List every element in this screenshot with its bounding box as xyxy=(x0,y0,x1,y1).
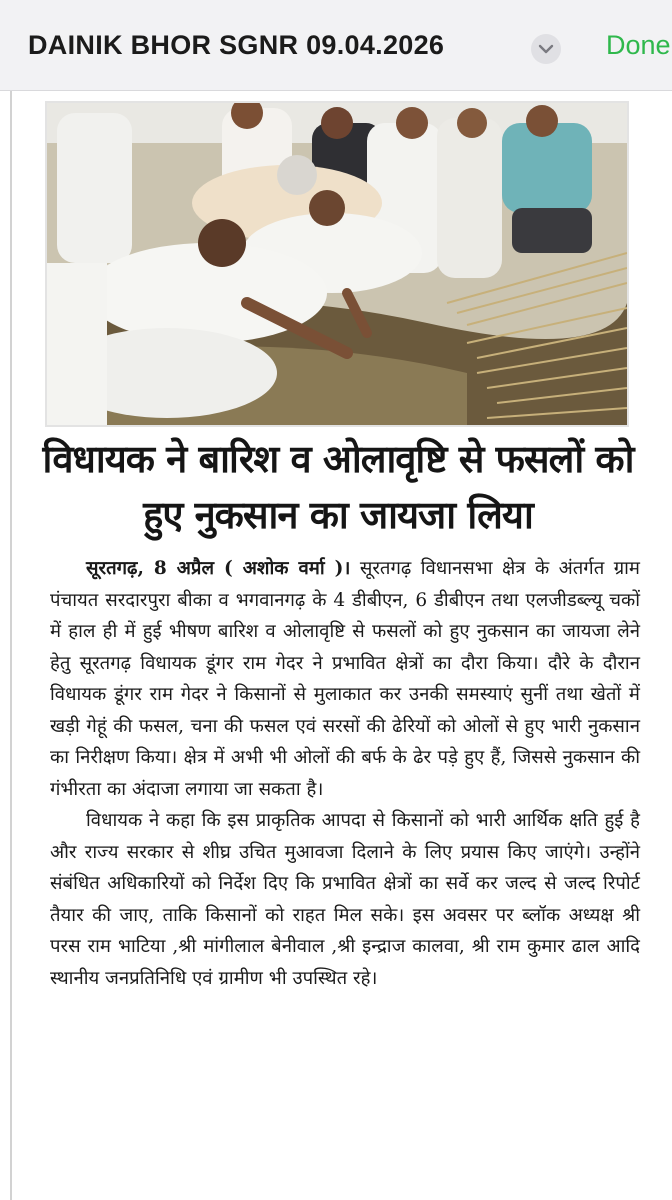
viewer-toolbar xyxy=(0,0,672,91)
page-edge-divider xyxy=(10,91,12,1200)
expand-title-button[interactable] xyxy=(531,34,561,64)
article-headline: विधायक ने बारिश व ओलावृष्टि से फसलों को हुए नुकसान का जायजा लिया xyxy=(42,437,634,537)
article-photo[interactable] xyxy=(45,101,629,427)
chevron-down-icon xyxy=(531,34,561,64)
newspaper-clipping xyxy=(0,91,672,1200)
article-paragraph-text: सूरतगढ़ विधानसभा क्षेत्र के अंतर्गत ग्राम पंचायत सरदारपुरा बीका व भगवानगढ़ के 4 डीबीएन, 6 डीबीएन तथा एलजीडब्ल्यू चकों में हाल ही में हुई भीषण बारिश व ओलावृष्टि से फसलों को हुए नुकसान का जायजा लेने हेतु सूरतगढ़ विधायक डूंगर राम गेदर ने प्रभावित क्षेत्रों का दौरा किया। दौरे के दौरान विधायक डूंगर राम गेदर ने किसानों से मुलाकात कर उनकी समस्याएं सुनीं तथा खेतों में खड़ी गेहूं की फसल, चना की फसल एवं सरसों की ढेरियों को ओलों से हुए भारी नुकसान का निरीक्षण किया। क्षेत्र में अभी भी ओलों की बर्फ के ढेर पड़े हुए हैं, जिससे नुकसान की गंभीरता का अंदाजा लगाया जा सकता है। xyxy=(50,558,640,800)
farmers-inspecting-crops-image xyxy=(47,103,627,425)
article-paragraph: विधायक ने कहा कि इस प्राकृतिक आपदा से किसानों को भारी आर्थिक क्षति हुई है और राज्य सरकार से शीघ्र उचित मुआवजा दिलाने के लिए प्रयास किए जाएंगे। उन्होंने संबंधित अधिकारियों को निर्देश दिए कि प्रभावित क्षेत्रों का सर्वे कर जल्द से जल्द रिपोर्ट तैयार की जाए, ताकि किसानों को राहत मिल सके। इस अवसर पर ब्लॉक अध्यक्ष श्री परस राम भाटिया ,श्री मांगीलाल बेनीवाल ,श्री इन्द्राज कालवा, श्री राम कुमार ढाल आदि स्थानीय जनप्रतिनिधि एवं ग्रामीण भी उपस्थित रहे। xyxy=(50,810,640,989)
article-dateline: सूरतगढ़, 8 अप्रैल ( अशोक वर्मा )। xyxy=(86,558,351,579)
document-title: DAINIK BHOR SGNR 09.04.2026 xyxy=(28,30,445,60)
done-button[interactable]: Done xyxy=(606,30,671,60)
article-body xyxy=(50,553,640,994)
article-paragraph xyxy=(50,553,640,805)
